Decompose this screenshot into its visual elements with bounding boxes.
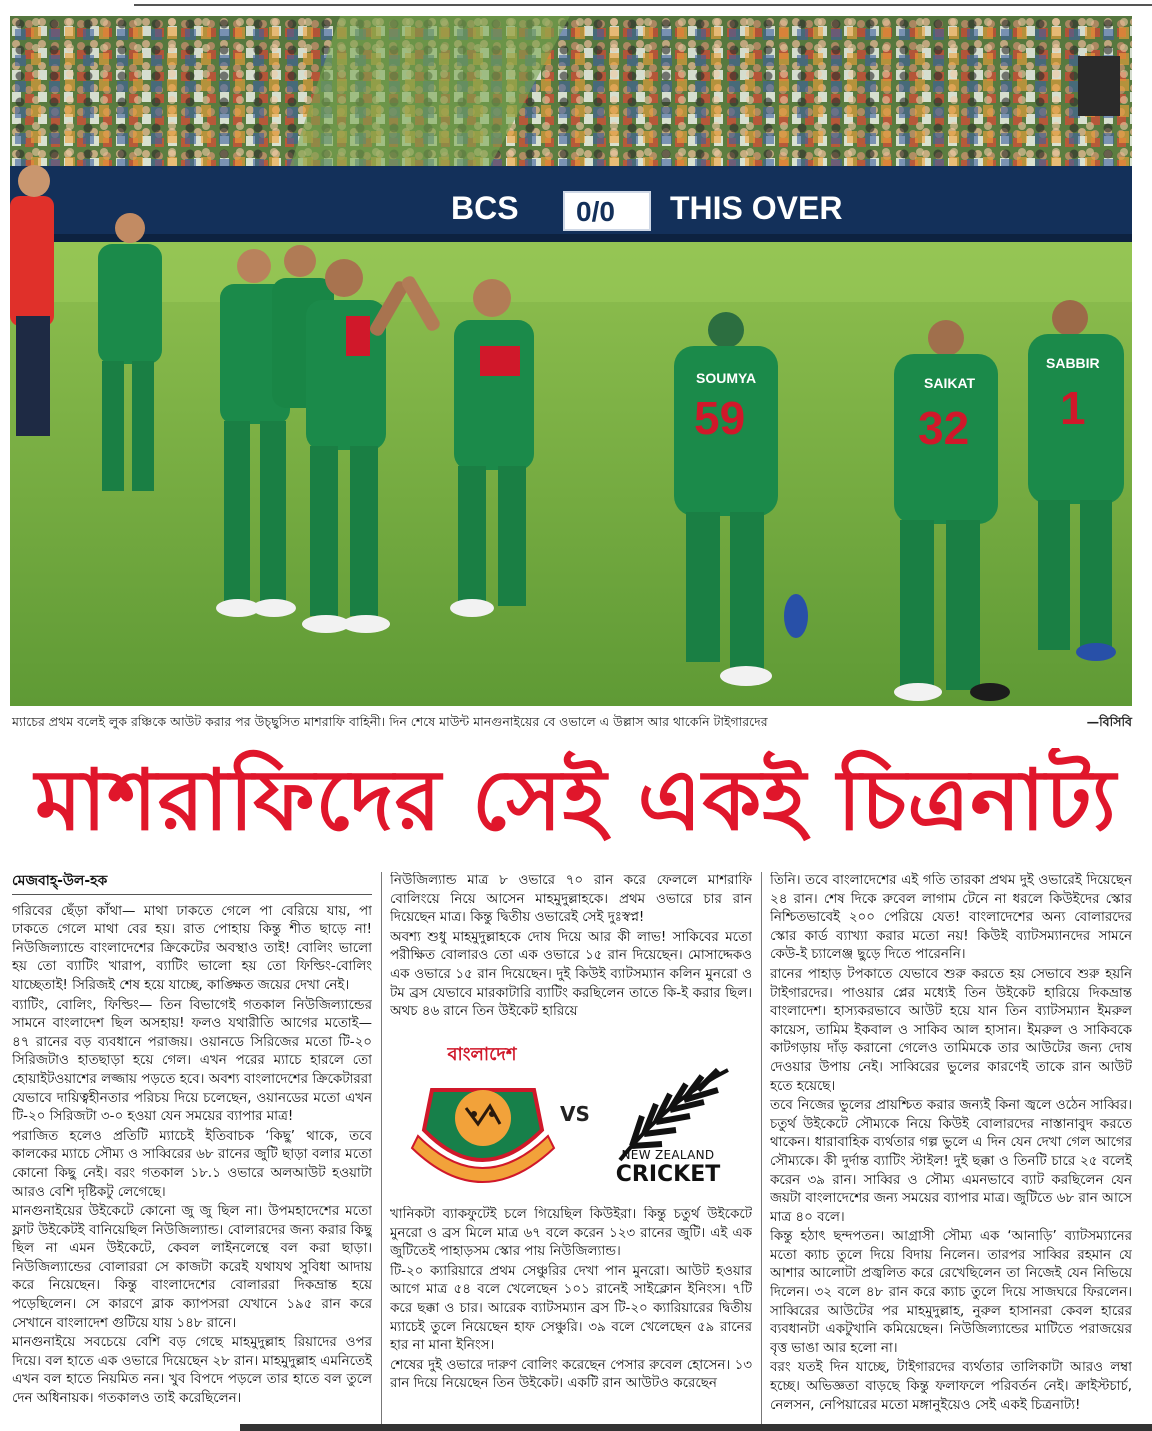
umpire-figure: [10, 165, 54, 436]
paragraph: রানের পাহাড় টপকাতে যেভাবে শুরু করতে হয় সেভাবে শুরু হয়নি টাইগারদের। পাওয়ার প্লের মধ্যেই তিন উইকেট হারিয়ে দিকভ্রান্ত বাংলাদেশ। হাস্যকরভাবে আউট হয়ে যান তিন ব্যাটসম্যান ইমরুল কায়েস, তামিম ইকবাল ও সাকিব আল হাসান। ইমরুল ও সাকিবকে কাটগড়ায় দাঁড় করানো গেলেও তামিমকে তার আউটের জন্য দোষ দেওয়ার উপায় নেই। সাব্বিরের ভুলের কারণেই তাকে রান আউট হতে হয়েছে।: [770, 966, 1132, 1094]
article-column-1: [12, 872, 372, 1424]
paragraph: তিনি। তবে বাংলাদেশের এই গতি তারকা প্রথম দুই ওভারেই দিয়েছেন ২৪ রান। শেষ দিকে রুবেল লাগাম টেনে না ধরলে কিউইদের স্কোর নিশ্চিতভাবেই ২০০ পেরিয়ে যেত! বাংলাদেশের অন্য বোলারদের স্কোর কার্ড ব্যাখ্যা করার মতো নয়! কিউই ব্যাটসম্যানদের সামনে কেউ-ই চ্যালেঞ্জ ছুড়ে দিতে পারেননি।: [770, 873, 1132, 963]
jersey-name-sabbir: SABBIR: [1046, 355, 1100, 371]
paragraph: মানগুনাইয়ের উইকেটে কোনো জু জু ছিল না। উপমহাদেশের মতো ফ্লাট উইকেটই বানিয়েছিল নিউজিল্যান্ড। বোলারদের জন্য করার কিছু ছিল না এমন উইকেটে, কেবল লাইনলেন্থে বল করা ছাড়া। নিউজিল্যান্ডের বোলাররা সে কাজটা করেই যথাযথ সুবিধা আদায় করে নিয়েছেন। কিন্তু বাংলাদেশের বোলাররা দিকভ্রান্ত হয়ে পড়েছিলেন। সে কারণে ব্লাক ক্যাপসরা যেখানে ১৯৫ রান করে সেখানে বাংলাদেশ গুটিয়ে যায় ১৪৮ রানে।: [12, 1204, 372, 1331]
column-2-lower: [390, 1206, 752, 1424]
scoreboard-score: 0/0: [576, 196, 615, 227]
column-rule: [761, 872, 762, 1424]
column-2-upper: [390, 872, 752, 1042]
article-column-3: [770, 872, 1132, 1424]
paragraph: নিউজিল্যান্ড মাত্র ৮ ওভারে ৭০ রান করে ফেললে মাশরাফি বোলিংয়ে নিয়ে আসেন মাহমুদুল্লাহকে। প্রথম ওভারে চার রান দিয়েছেন মাত্র। কিন্তু দ্বিতীয় ওভারেই সেই দুঃস্বপ্ন!: [390, 873, 752, 926]
top-rule: [0, 0, 1152, 16]
paragraph: গরিবের ছেঁড়া কাঁথা— মাথা ঢাকতে গেলে পা বেরিয়ে যায়, পা ঢাকতে গেলে মাথা বের হয়। রাত পোহায় কিন্তু শীত ছাড়ে না! নিউজিল্যান্ডে বাংলাদেশের ক্রিকেটের অবস্থাও তাই! বোলিং ভালো হয় তো ব্যাটিং খারাপ, ব্যাটিং ভালো হয় তো ফিল্ডিং-বোলিং যাচ্ছেতাই! সিরিজই শেষ হয়ে যাচ্ছে, কাঙ্ক্ষিত জয়ের দেখা নেই।: [12, 903, 372, 993]
jersey-name-saikat: SAIKAT: [924, 375, 976, 391]
paragraph: কিন্তু হঠাৎ ছন্দপতন। আগ্রাসী সৌম্য এক ‘আনাড়ি’ ব্যাটসম্যানের মতো ক্যাচ তুলে দিয়ে বিদায় নিলেন। তারপর সাব্বির রহমান যে আশার আলোটা প্রজ্বলিত করে রেখেছিলেন তা নিজেই যেন নিভিয়ে দিলেন। ৩২ বলে ৪৮ রান করে ক্যাচ তুলে দিয়ে সাজঘরে ফিরলেন। সাব্বিরের আউটের পর মাহমুদুল্লাহ, নুরুল হাসানরা কেবল হারের ব্যবধানটা একটুখানি কমিয়েছেন। নিউজিল্যান্ডের মাটিতে পরাজয়ের বৃত্ত ভাঙা আর হলো না।: [770, 1229, 1132, 1356]
paragraph: খানিকটা ব্যাকফুটেই চলে গিয়েছিল কিউইরা। কিন্তু চতুর্থ উইকেটে মুনরো ও ব্রস মিলে মাত্র ৬৭ বলে করেন ১২৩ রানের জুটি। এই এক জুটিতেই পাহাড়সম স্কোর পায় নিউজিল্যান্ড।: [390, 1207, 752, 1260]
match-photo: [10, 16, 1132, 706]
headline: মাশরাফিদের সেই একই চিত্রনাট্য: [35, 750, 1117, 849]
speaker: [1078, 56, 1120, 116]
nz-line2: CRICKET: [615, 1162, 721, 1187]
paragraph: ব্যাটিং, বোলিং, ফিল্ডিং— তিন বিভাগেই গতকাল নিউজিল্যান্ডের সামনে বাংলাদেশ ছিল অসহায়! ফলও যথারীতি আগের মতোই— ৪৭ রানের বড় ব্যবধানে পরাজয়। ওয়ানডে সিরিজের মতো টি-২০ সিরিজটাও হাতছাড়া হয়ে গেল। এখন পরের ম্যাচে হারলে তো হোয়াইটওয়াশের লজ্জায় পড়তে হবে। অবশ্য বাংলাদেশের ক্রিকেটাররা যেভাবে দায়িত্বহীনতার পরিচয় দিয়ে চলেছেন, ওয়ানডের মতো এখন টি-২০ সিরিজটা ৩-০ হওয়া যেন সময়ের ব্যাপার মাত্র!: [12, 997, 372, 1125]
column-rule: [381, 872, 382, 1424]
nz-line1: NEW ZEALAND: [621, 1148, 715, 1162]
paragraph: অবশ্য শুধু মাহমুদুল্লাহকে দোষ দিয়ে আর কী লাভ! সাকিবের মতো পরীক্ষিত বোলারও তো এক ওভারে ১৫ রান দিয়েছেন। মোসাদ্দেকও এক ওভারে ১৫ রান দিয়েছেন। দুই কিউই ব্যাটসম্যান কলিন মুনরো ও টম ব্রস যেভাবে মারকাটারি ব্যাটিং করছিলেন তাতে কি-ই করার ছিল। অথচ ৪৬ রানে তিন উইকেট হারিয়ে: [390, 929, 752, 1020]
paragraph: মানগুনাইয়ে সবচেয়ে বেশি বড় গেছে মাহমুদুল্লাহ রিয়াদের ওপর দিয়ে। বল হাতে এক ওভারে দিয়েছেন ২৮ রান। মাহমুদুল্লাহ এমনিতেই এখন বল হাতে নিয়মিত নন। খুব বিপদে পড়লে তার হাতে বল তুলে দেন অধিনায়ক। গতকালও তাই করেছিলেন।: [12, 1335, 372, 1407]
caption-text: ম্যাচের প্রথম বলেই লুক রঞ্চিকে আউট করার পর উচ্ছ্বসিত মাশরাফি বাহিনী। দিন শেষে মাউন্ট মানগুনাইয়ের বে ওভালে এ উল্লাস আর থাকেনি টাইগারদের: [12, 714, 768, 729]
paragraph: টি-২০ ক্যারিয়ারে প্রথম সেঞ্চুরির দেখা পান মুনরো। আউট হওয়ার আগে মাত্র ৫৪ বলে খেলেছেন ১০১ রানেই সাইক্লোন ইনিংস। ৭টি করে ছক্কা ও চার। আরেক ব্যাটসম্যান ব্রস টি-২০ ক্যারিয়ারের দ্বিতীয় ম্যাচেই তুলে নিয়েছেন হাফ সেঞ্চুরি। ৩৯ বলে খেলেছেন ৫৯ রানের হার না মানা ইনিংস।: [390, 1263, 752, 1354]
scoreboard-this-over: THIS OVER: [670, 190, 843, 226]
bcb-title: বাংলাদেশ: [447, 1044, 517, 1065]
scoreboard-bcs: BCS: [451, 190, 519, 226]
paragraph: পরাজিত হলেও প্রতিটি ম্যাচেই ইতিবাচক ‘কিছু’ থাকে, তবে কালকের ম্যাচে সৌম্য ও সাব্বিরের ৬৮ রানের জুটি ছাড়া বলার মতো কোনো কিছু নেই। বরং গতকাল ১৮.১ ওভারে অলআউট হওয়াটা আরও বেশি দৃষ্টিকটু লেগেছে।: [12, 1128, 372, 1200]
paragraph: তবে নিজের ভুলের প্রায়শ্চিত করার জন্যই কিনা জ্বলে ওঠেন সাব্বির। চতুর্থ উইকেটে সৌম্যকে নিয়ে কিউই বোলারদের নাস্তানাবুদ করতে থাকেন। ধারাবাহিক ব্যর্থতার গল্প ভুলে এ দিন যেন দেখা গেল আগের সৌম্যকে। কী দুর্দান্ত ব্যাটিং স্টাইল! দুই ছক্কা ও তিনটি চারে ২৫ বলেই করেন ৩৯ রান। সাব্বির ও সৌম্য এমনভাবে ব্যাট করছিলেন যেন জয়টা বাংলাদেশের জন্য সময়ের ব্যাপার মাত্র। জুটিতে ৬৮ রান আসে মাত্র ৪০ বলে।: [770, 1098, 1132, 1225]
vs-text: VS: [560, 1102, 590, 1126]
team-logos: [398, 1040, 744, 1190]
byline: মেজবাহ্-উল-হক: [12, 872, 372, 895]
paragraph: শেষের দুই ওভারে দারুণ বোলিং করেছেন পেসার রুবেল হোসেন। ১৩ রান দিয়ে নিয়েছেন তিন উইকেট। একটি রান আউটও করেছেন: [390, 1357, 752, 1392]
jersey-number-1: 1: [1060, 382, 1086, 434]
jersey-number-59: 59: [694, 392, 746, 444]
photo-caption: [12, 712, 1132, 734]
nz-cricket-wordmark: [608, 1146, 728, 1186]
jersey-number-32: 32: [918, 402, 970, 454]
paragraph: বরং যতই দিন যাচ্ছে, টাইগারদের ব্যর্থতার তালিকাটা আরও লম্বা হচ্ছে। অভিজ্ঞতা বাড়ছে কিন্তু ফলাফলে পরিবর্তন নেই। ক্রাইস্টচার্চ, নেলসন, নেপিয়ারের মতো মঙ্গানুইয়েও সেই একই চিত্রনাট্য!: [770, 1360, 1132, 1413]
footer-bar: [240, 1424, 1152, 1431]
photo-credit: —বিসিবি: [1086, 714, 1132, 729]
jersey-name-soumya: SOUMYA: [696, 370, 757, 386]
